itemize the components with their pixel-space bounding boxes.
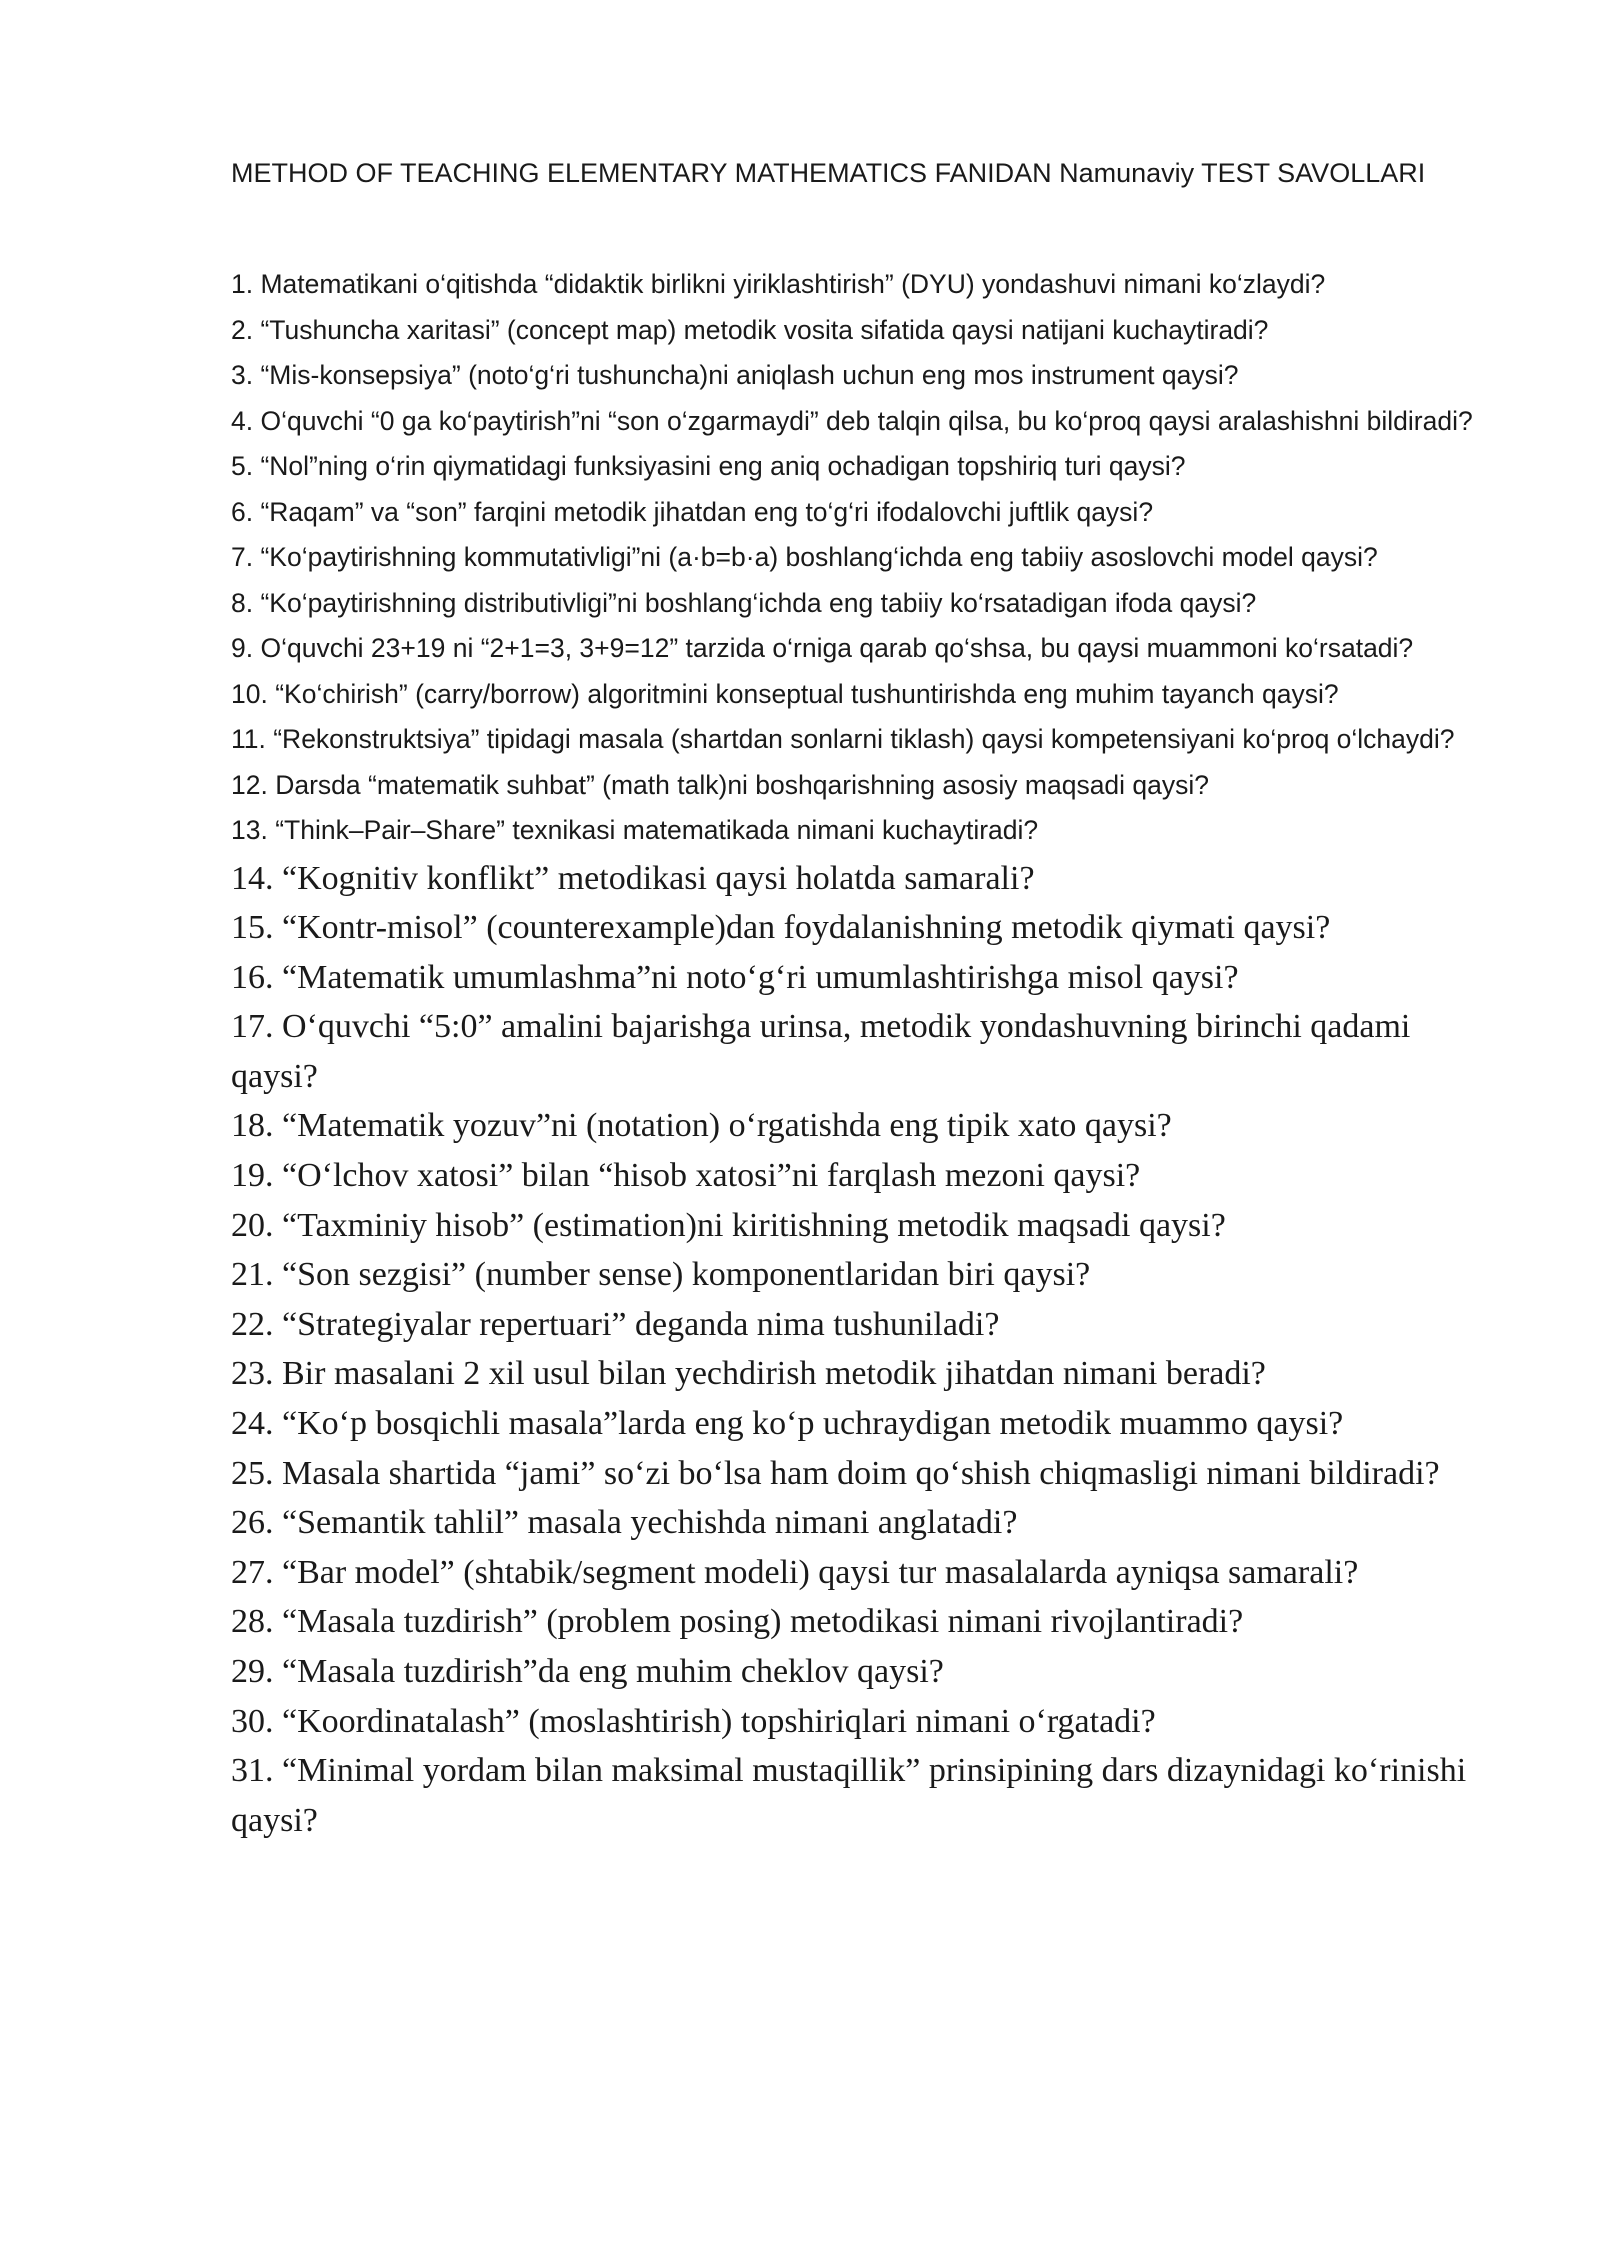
question-list (231, 262, 1491, 1845)
question-item: 25. Masala shartida “jami” so‘zi bo‘lsa ham doim qo‘shish chiqmasligi nimani bildiradi? (231, 1454, 1440, 1492)
question-item: 7. “Ko‘paytirishning kommutativligi”ni (a·b=b·a) boshlang‘ichda eng tabiiy asoslovchi model qaysi? (231, 542, 1378, 572)
question-item: 31. “Minimal yordam bilan maksimal mustaqillik” prinsipining dars dizaynidagi ko‘rinishi qaysi? (231, 1752, 1467, 1839)
question-item: 13. “Think–Pair–Share” texnikasi matematikada nimani kuchaytiradi? (231, 815, 1039, 845)
question-item: 17. O‘quvchi “5:0” amalini bajarishga urinsa, metodik yondashuvning birinchi qadami qaysi? (231, 1008, 1411, 1095)
question-item: 28. “Masala tuzdirish” (problem posing) metodikasi nimani rivojlantiradi? (231, 1603, 1244, 1641)
question-item: 29. “Masala tuzdirish”da eng muhim cheklov qaysi? (231, 1653, 944, 1690)
question-item: 12. Darsda “matematik suhbat” (math talk)ni boshqarishning asosiy maqsadi qaysi? (231, 769, 1210, 800)
question-item: 30. “Koordinatalash” (moslashtirish) topshiriqlari nimani o‘rgatadi? (231, 1702, 1156, 1740)
question-item: 4. O‘quvchi “0 ga ko‘paytirish”ni “son o‘zgarmaydi” deb talqin qilsa, bu ko‘proq qaysi aralashishni bildiradi? (231, 405, 1473, 436)
question-item: 18. “Matematik yozuv”ni (notation) o‘rgatishda eng tipik xato qaysi? (231, 1107, 1172, 1145)
question-item: 14. “Kognitiv konflikt” metodikasi qaysi holatda samarali? (231, 859, 1035, 897)
question-item: 10. “Ko‘chirish” (carry/borrow) algoritmini konseptual tushuntirishda eng muhim tayanch qaysi? (231, 678, 1339, 709)
question-item: 20. “Taxminiy hisob” (estimation)ni kiritishning metodik maqsadi qaysi? (231, 1206, 1226, 1244)
question-item: 9. O‘quvchi 23+19 ni “2+1=3, 3+9=12” tarzida o‘rniga qarab qo‘shsa, bu qaysi muammoni ko‘rsatadi? (231, 633, 1414, 663)
question-item: 24. “Ko‘p bosqichli masala”larda eng ko‘p uchraydigan metodik muammo qaysi? (231, 1405, 1344, 1443)
question-item: 3. “Mis-konsepsiya” (noto‘g‘ri tushuncha)ni aniqlash uchun eng mos instrument qaysi? (231, 360, 1239, 390)
question-item: 27. “Bar model” (shtabik/segment modeli) qaysi tur masalalarda ayniqsa samarali? (231, 1553, 1359, 1591)
question-item: 21. “Son sezgisi” (number sense) komponentlaridan biri qaysi? (231, 1256, 1091, 1294)
question-item: 26. “Semantik tahlil” masala yechishda nimani anglatadi? (231, 1504, 1018, 1542)
question-item: 11. “Rekonstruktsiya” tipidagi masala (shartdan sonlarni tiklash) qaysi kompetensiyani ko‘proq o‘lchaydi? (231, 724, 1455, 754)
document-title: METHOD OF TEACHING ELEMENTARY MATHEMATICS FANIDAN Namunaviy TEST SAVOLLARI (231, 158, 1426, 188)
question-item: 8. “Ko‘paytirishning distributivligi”ni boshlang‘ichda eng tabiiy ko‘rsatadigan ifoda qaysi? (231, 587, 1257, 618)
question-item: 23. Bir masalani 2 xil usul bilan yechdirish metodik jihatdan nimani beradi? (231, 1355, 1266, 1393)
question-item: 5. “Nol”ning o‘rin qiymatidagi funksiyasini eng aniq ochadigan topshiriq turi qaysi? (231, 451, 1186, 481)
question-item: 1. Matematikani o‘qitishda “didaktik birlikni yiriklashtirish” (DYU) yondashuvi nimani ko‘zlaydi? (231, 269, 1326, 299)
question-item: 16. “Matematik umumlashma”ni noto‘g‘ri umumlashtirishga misol qaysi? (231, 958, 1239, 996)
question-item: 2. “Tushuncha xaritasi” (concept map) metodik vosita sifatida qaysi natijani kuchaytiradi? (231, 314, 1269, 345)
question-item: 6. “Raqam” va “son” farqini metodik jihatdan eng to‘g‘ri ifodalovchi juftlik qaysi? (231, 496, 1154, 527)
question-item: 19. “O‘lchov xatosi” bilan “hisob xatosi”ni farqlash mezoni qaysi? (231, 1157, 1141, 1195)
question-item: 22. “Strategiyalar repertuari” deganda nima tushuniladi? (231, 1305, 1000, 1343)
question-item: 15. “Kontr-misol” (counterexample)dan foydalanishning metodik qiymati qaysi? (231, 909, 1331, 947)
